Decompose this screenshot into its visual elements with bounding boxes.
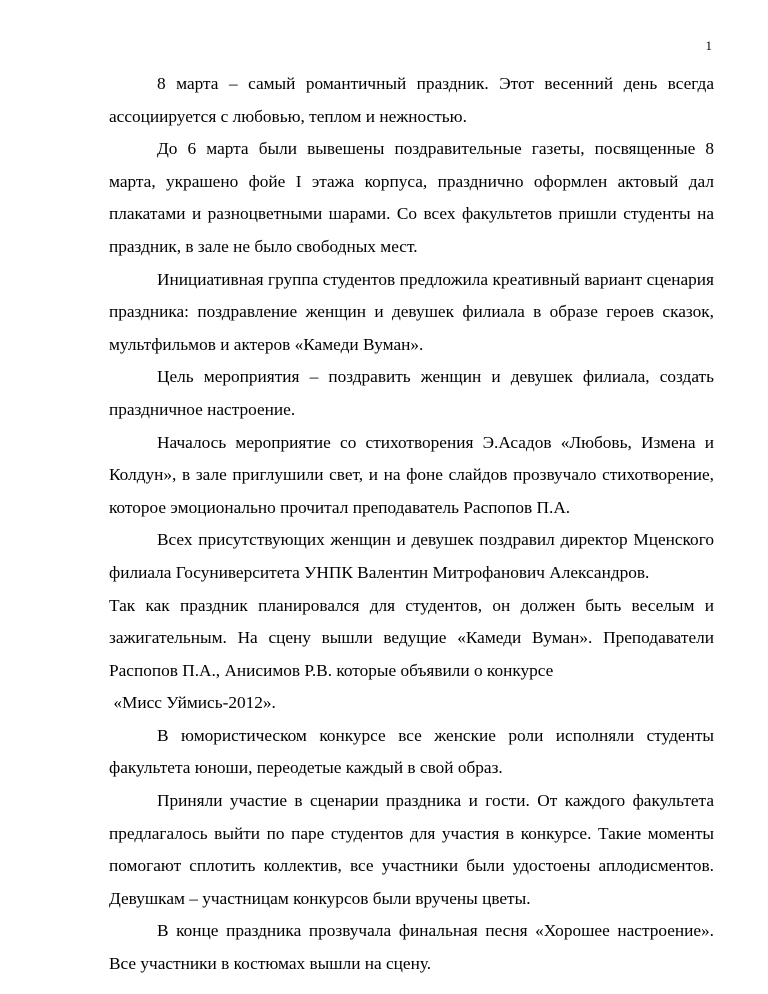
document-body [109,68,714,981]
paragraph-humor-contest: В юмористическом конкурсе все женские роли исполняли студенты факультета юноши, переодетые каждый в свой образ. [109,725,714,778]
page-number: 1 [705,38,712,53]
paragraph-intro: 8 марта – самый романтичный праздник. Этот весенний день всегда ассоциируется с любовью, теплом и нежностью. [109,74,714,126]
paragraph-initiative: Инициативная группа студентов предложила креативный вариант сценария праздника: поздравление женщин и девушек филиала в образе героев сказок, мультфильмов и актеров «Камеди Вуман». [109,269,714,354]
paragraph-hosts: Так как праздник планировался для студентов, он должен быть веселым и зажигательным. На сцену вышли ведущие «Камеди Вуман». Преподаватели Распопов П.А., Анисимов Р.В. которые объявили о конкурсе [109,595,714,680]
paragraph-contest-name: «Мисс Уймись-2012». [109,693,276,713]
paragraph-goal: Цель мероприятия – поздравить женщин и девушек филиала, создать праздничное настроение. [109,367,714,419]
paragraph-decorations: До 6 марта были вывешены поздравительные газеты, посвященные 8 марта, украшено фойе I этажа корпуса, празднично оформлен актовый дал плакатами и разноцветными шарами. Со всех факультетов пришли студенты на праздник, в зале не было свободных мест. [109,139,714,256]
paragraph-opening: Началось мероприятие со стихотворения Э.Асадов «Любовь, Измена и Колдун», в зале приглушили свет, и на фоне слайдов прозвучало стихотворение, которое эмоционально прочитал преподаватель Распопов П.А. [109,432,714,517]
paragraph-director: Всех присутствующих женщин и девушек поздравил директор Мценского филиала Госуниверситета УНПК Валентин Митрофанович Александров. [109,530,714,582]
paragraph-finale: В конце праздника прозвучала финальная песня «Хорошее настроение». Все участники в костюмах вышли на сцену. [109,921,714,974]
paragraph-guests: Приняли участие в сценарии праздника и гости. От каждого факультета предлагалось выйти по паре студентов для участия в конкурсе. Такие моменты помогают сплотить коллектив, все участники были удостоены аплодисментов. Девушкам – участницам конкурсов были вручены цветы. [109,791,714,908]
